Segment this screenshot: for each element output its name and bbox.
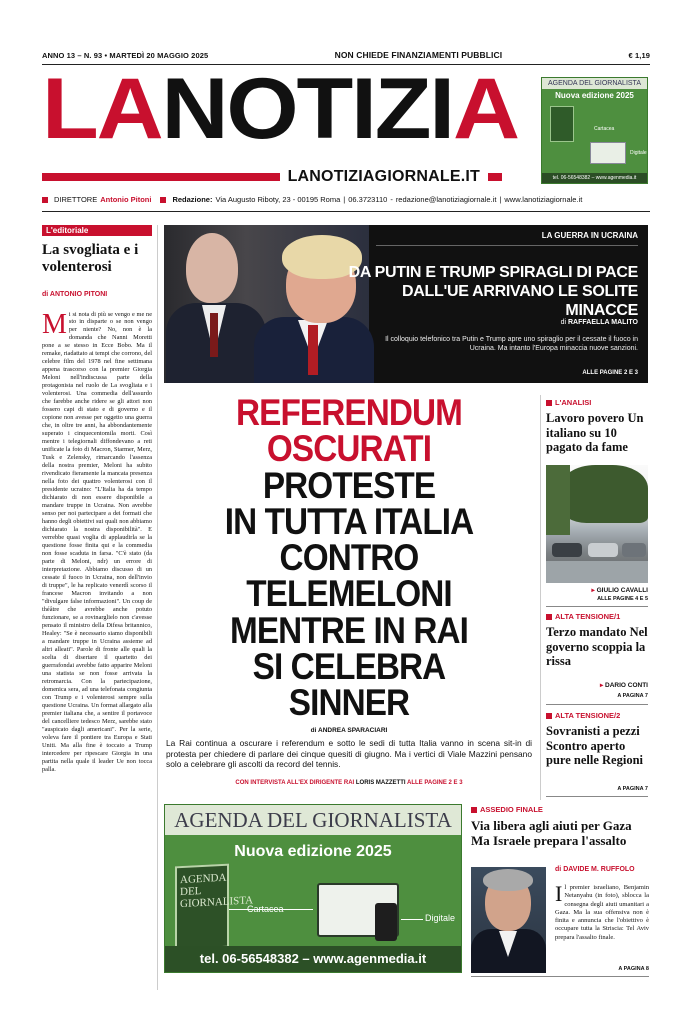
editorial-body: [42, 311, 152, 1023]
author-name: GIULIO CAVALLI: [596, 587, 648, 594]
ukraine-title[interactable]: [338, 263, 638, 321]
headline-black-line: IN TUTTA ITALIA: [224, 500, 474, 542]
tie-shape: [308, 325, 318, 375]
alta-tensione-1-kicker: [546, 612, 648, 621]
agenda-ad-bottom[interactable]: [164, 804, 462, 973]
analisi-kicker: [546, 398, 648, 407]
ad-bottom-header: AGENDA DEL GIORNALISTA: [165, 805, 461, 835]
ukraine-feature[interactable]: [164, 225, 648, 383]
ukraine-title-line-1: DA PUTIN E TRUMP SPIRAGLI DI PACE: [348, 264, 638, 281]
interview-name: LORIS MAZZETTI: [355, 780, 406, 786]
laptop-icon: [590, 142, 626, 164]
ad-bottom-digital-label: Digitale: [425, 913, 456, 923]
alta-tensione-2-kicker: [546, 711, 648, 720]
logo-a: A: [452, 61, 518, 157]
kicker-text: L'ANALISI: [555, 398, 592, 407]
ad-bottom-print-label: Cartacea: [247, 904, 284, 914]
analisi-pages[interactable]: ALLE PAGINE 4 E 5: [597, 596, 648, 602]
red-square-icon: [546, 614, 552, 620]
headline-black: [183, 464, 516, 723]
agenda-book-icon: AGENDA DEL GIORNALISTA: [175, 864, 229, 951]
ukraine-author: [561, 319, 638, 326]
ukraine-pages[interactable]: ALLE PAGINE 2 E 3: [582, 370, 638, 376]
site-url-bar[interactable]: [42, 166, 502, 188]
author-prefix: di: [560, 319, 567, 326]
editorial-title[interactable]: La svogliata e i volenterosi: [42, 242, 139, 276]
website-link[interactable]: www.lanotiziagiornale.it: [504, 195, 583, 204]
right-column-separator: [540, 395, 541, 800]
agenda-book-icon: [550, 106, 574, 142]
director-divider: [42, 211, 650, 212]
tie-shape: [210, 313, 218, 357]
section-divider: [546, 704, 648, 705]
director-label: DIRETTORE: [54, 195, 98, 204]
ad-top-header: AGENDA DEL GIORNALISTA: [542, 78, 647, 89]
headline-black-line: SINNER: [288, 682, 410, 723]
phone: 06.3723110: [348, 195, 388, 204]
assedio-pages[interactable]: A PAGINA 8: [618, 966, 649, 972]
ukraine-title-line-2: DALL'UE ARRIVANO LE SOLITE MINACCE: [401, 283, 638, 320]
editorial-article[interactable]: [42, 225, 152, 1023]
author-name: RAFFAELLA MALITO: [568, 319, 638, 326]
tree-shape: [546, 465, 570, 535]
road-shape: [546, 561, 648, 583]
headline-red-line: REFERENDUM: [236, 392, 462, 433]
assedio-author: [555, 866, 649, 873]
putin-head: [186, 233, 238, 303]
headline-black-line: CONTRO: [279, 537, 419, 578]
interview-prefix: CON INTERVISTA ALL'EX DIRIGENTE RAI: [235, 780, 355, 786]
price: € 1,19: [628, 50, 650, 60]
site-url[interactable]: LANOTIZIAGIORNALE.IT: [287, 168, 480, 185]
slogan: NON CHIEDE FINANZIAMENTI PUBBLICI: [334, 50, 503, 60]
assedio-kicker: [471, 805, 649, 814]
analisi-article[interactable]: [546, 398, 648, 455]
agenda-ad-top[interactable]: [541, 77, 648, 184]
ad-top-print-label: Cartacea: [594, 126, 615, 132]
alta-tensione-2-pages[interactable]: A PAGINA 7: [617, 786, 648, 792]
assedio-text: l premier israeliano, Benjamin Netanyahu (in foto), sblocca la consegna degli aiuti umanitari a Gaza. Ma la sua offensiva non è finita e annuncia che l'obiettivo è occupare tutta la Striscia: Tel Aviv prepara l'assalto finale.: [555, 884, 649, 941]
director-line: DIRETTORE Antonio Pitoni Redazione: Via Augusto Riboty, 23 - 00195 Roma | 06.3723110 - redazione@lanotiziagiornale.it | www.lanotiziagiornale.it: [42, 195, 650, 204]
analisi-title[interactable]: Lavoro povero Un italiano su 10 pagato da fame: [546, 411, 644, 455]
headline-black-line: PROTESTE: [262, 464, 436, 506]
alta-tensione-2-article[interactable]: [546, 711, 648, 768]
assedio-article[interactable]: [471, 805, 649, 848]
analisi-author: ▸ GIULIO CAVALLI: [591, 587, 648, 594]
masthead-logo[interactable]: [42, 61, 518, 164]
alta-tensione-1-pages[interactable]: A PAGINA 7: [617, 693, 648, 699]
drop-cap: M: [42, 310, 67, 340]
red-square-icon: [546, 713, 552, 719]
ad-bottom-subtitle: Nuova edizione 2025: [234, 843, 392, 860]
editorial-text: i si nota di più se vengo e me ne sto in disparte o se non vengo per niente? No, non è la domanda che Nanni Moretti pone a se stesso in Ecce Bobo. Ma il remake, riadattato ai tempi che corrono, del celebre film del 1978 nel fine settimana appena trascorso con la premier Giorgia Meloni nell'indiscussa parte della protagonista nel ruolo de La svogliata e i volenterosi. Una commedia dell'assurdo che farebbe anche ridere se gli attori non fossero capi di stato e di governo e il copione non avesse per oggetto una guerra che, in oltre tre anni, ha abbondantemente superato i cinquecentomila morti. Così mentre i telegiornali diffondevano a reti unificate la foto di Macron, Starmer, Merz, Tusk e Zelensky, rimarcando l'assenza della nostra premier, Meloni ha subito rivendicato fieramente la mancata presenza nella foto dei quattro volenterosi con il presidente ucraino: "L'Italia ha da tempo dichiarato di non essere disponibile a mandare truppe in Ucraina. Non avrebbe senso per noi partecipare a dei formati che hanno degli obiettivi sui quali non abbiamo dichiarato la nostra disponibilità". E verrebbe quasi voglia di applaudirla se la questione fosse finita qui e la commedia non fosse scaduta in farsa. "C'è stato (da parte di Meloni, ndr) un errore di interpretazione. Abbiamo discusso di un cessate il fuoco in Ucraina, non dell'invio di truppe", le ha replicato venerdì scorso il francese Macron invitando a non "divulgare false informazioni". Un coup de théâtre che avrebbe anche potuto funzionare, se a rovinarglielo non c'avesse pensato il ministro della Difesa britannico, Healey: "Se è necessario siamo disponibili a mandare truppe in Ucraina assieme ad altri alleati". Parole di fronte alle quali la scelta di disertare il quartetto dei guerrafondai avrebbe fatto apparire Meloni una statista se non fosse arrivata la retromarcia. Con la partecipazione, domenica sera, ad una telefonata congiunta con Trump e i volenterosi sempre sulla questione Ucraina. Un format allargato alla premier italiana che, a sentire il portavoce del cancelliere tedesco Merz, sarebbe stato "auspicato dagli americani". Per la serie, voleva fare il pontiere tra Europa e Stati Uniti. Ma alla fine è toccato a Trump intercedere per ripescare Giorgia in una partita nella quale il leader Ue non tocca palla.: [42, 310, 152, 773]
assedio-body: [555, 881, 649, 942]
issue-info: ANNO 13 – N. 93 • MARTEDÌ 20 MAGGIO 2025: [42, 50, 209, 60]
main-interview-line[interactable]: [164, 780, 534, 786]
ad-top-digital-label: Digitale: [630, 150, 647, 156]
alta-tensione-1-author: ▸ DARIO CONTI: [599, 682, 648, 689]
phone-icon: [375, 903, 397, 941]
author-prefix: di: [42, 290, 49, 298]
column-separator: [157, 225, 158, 990]
address: Via Augusto Riboty, 23 - 00195 Roma: [215, 195, 341, 204]
red-square-icon: [471, 807, 477, 813]
ukraine-kicker-rule: [376, 245, 638, 246]
main-summary: La Rai continua a oscurare i referendum e sotto le sedi di tutta Italia vanno in scena sit-in di protesta per chiedere di parlare dei cinque quesiti di giugno. Ma i vertici di Viale Mazzini pensano solo a celebrare gli ascolti da record del tennis.: [166, 738, 532, 770]
red-square-icon: [160, 197, 166, 203]
logo-la: LA: [42, 61, 162, 157]
top-info-bar: [42, 48, 650, 62]
headline-black-line: SI CELEBRA: [252, 645, 446, 687]
kicker-text: ALTA TENSIONE/1: [555, 612, 621, 621]
editorial-kicker: L'editoriale: [42, 225, 152, 236]
redazione-label: Redazione:: [172, 195, 213, 204]
url-bar-left: [42, 173, 280, 181]
street-photo: [546, 465, 648, 583]
tree-shape: [560, 465, 648, 523]
red-square-icon: [546, 400, 552, 406]
kicker-text: ALTA TENSIONE/2: [555, 711, 621, 720]
email-link[interactable]: redazione@lanotiziagiornale.it: [395, 195, 497, 204]
car-shape: [622, 543, 646, 557]
car-shape: [552, 543, 582, 557]
section-divider: [546, 606, 648, 607]
ad-top-subtitle: Nuova edizione 2025: [555, 91, 634, 100]
author-name: DAVIDE M. RUFFOLO: [563, 866, 635, 873]
drop-cap: I: [555, 881, 563, 906]
assedio-title[interactable]: Via libera agli aiuti per Gaza Ma Israele prepara l'assalto: [471, 818, 632, 849]
alta-tensione-1-title[interactable]: Terzo mandato Nel governo scoppia la rissa: [546, 625, 648, 669]
alta-tensione-1-article[interactable]: [546, 612, 648, 669]
author-prefix: di: [555, 866, 562, 873]
ukraine-kicker: LA GUERRA IN UCRAINA: [541, 231, 638, 240]
car-shape: [588, 543, 618, 557]
author-name: ANTONIO PITONI: [49, 290, 108, 298]
author-name: DARIO CONTI: [605, 682, 648, 689]
url-bar-right: [488, 173, 502, 181]
red-square-icon: [42, 197, 48, 203]
ad-bottom-footer[interactable]: tel. 06-56548382 – www.agenmedia.it: [165, 946, 461, 972]
ad-top-footer: tel. 06-56548382 – www.agenmedia.it: [542, 173, 647, 183]
interview-pages: ALLE PAGINE 2 E 3: [407, 780, 463, 786]
ukraine-summary: Il colloquio telefonico tra Putin e Trump apre uno spiraglio per il cessate il fuoco in Ucraina. Ma intanto l'Europa minaccia nuove sanzioni.: [385, 336, 638, 352]
headline-red-line: OSCURATI: [266, 428, 432, 470]
alta-tensione-2-title[interactable]: Sovranisti a pezzi Scontro aperto pure nelle Regioni: [546, 724, 643, 768]
logo-notizi: NOTIZI: [161, 61, 453, 157]
director-name: Antonio Pitoni: [100, 195, 152, 204]
kicker-text: ASSEDIO FINALE: [480, 805, 543, 814]
editorial-author: [42, 291, 152, 298]
headline-black-line: TELEMELONI: [246, 573, 452, 615]
section-divider: [546, 796, 648, 797]
connector-line: [401, 919, 423, 920]
headline-red: [183, 392, 516, 470]
headline-black-line: MENTRE IN RAI: [229, 609, 469, 651]
main-author: di ANDREA SPARACIARI: [310, 727, 388, 734]
main-headline[interactable]: [164, 392, 534, 723]
netanyahu-hair: [483, 869, 533, 891]
netanyahu-photo: [471, 867, 546, 973]
section-divider: [471, 976, 649, 977]
